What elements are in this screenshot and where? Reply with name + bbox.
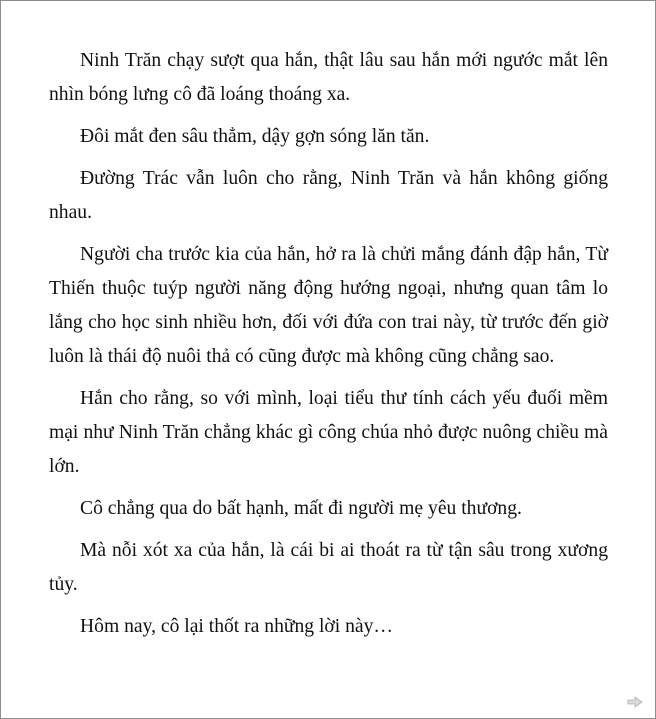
paragraph-1: Ninh Trăn chạy sượt qua hắn, thật lâu sau hắn mới ngước mắt lên nhìn bóng lưng cô đã loáng thoáng xa. [49, 50, 608, 105]
page-arrow-icon [627, 696, 643, 708]
paragraph-2: Đôi mắt đen sâu thẳm, dậy gợn sóng lăn tăn. [80, 126, 430, 147]
paragraph-8: Hôm nay, cô lại thốt ra những lời này… [80, 616, 394, 637]
paragraph-6: Cô chẳng qua do bất hạnh, mất đi người mẹ yêu thương. [80, 498, 522, 519]
paragraph-5: Hắn cho rằng, so với mình, loại tiểu thư tính cách yếu đuối mềm mại như Ninh Trăn chẳng khác gì công chúa nhỏ được nuông chiều mà lớn. [49, 388, 608, 477]
paragraph-7: Mà nỗi xót xa của hắn, là cái bi ai thoát ra từ tận sâu trong xương tủy. [49, 540, 608, 595]
document-body [49, 44, 608, 652]
paragraph-4: Người cha trước kia của hắn, hở ra là chửi mắng đánh đập hắn, Từ Thiến thuộc tuýp người năng động hướng ngoại, nhưng quan tâm lo lắng cho học sinh nhiều hơn, đối với đứa con trai này, từ trước đến giờ luôn là thái độ nuôi thả có cũng được mà không cũng chẳng sao. [49, 244, 608, 367]
paragraph-3: Đường Trác vẫn luôn cho rằng, Ninh Trăn và hắn không giống nhau. [49, 168, 608, 223]
